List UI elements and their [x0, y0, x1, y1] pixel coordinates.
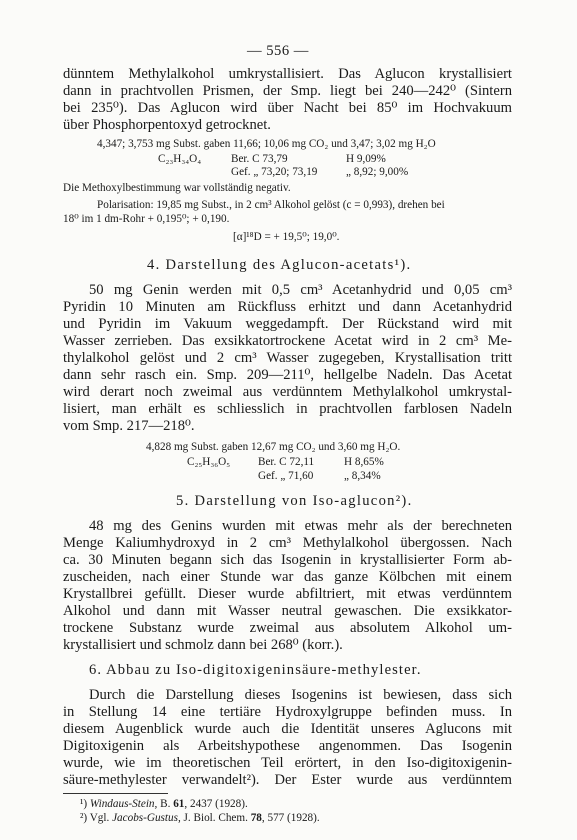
text-line: dann sehr rasch ein. Smp. 209—211⁰, hellgelbe Nadeln. Das Acetat: [63, 367, 512, 383]
text-line: diesem Augenblick wurde auch die Identität unseres Aglucons mit: [63, 721, 512, 737]
text-line: 48 mg des Genins wurden mit etwas mehr als der berechneten: [89, 518, 512, 534]
footnote-authors: Windaus-Stein,: [89, 798, 158, 810]
analysis-line: 4,347; 3,753 mg Subst. gaben 11,66; 10,06 mg CO₂ und 3,47; 3,02 mg H₂O: [97, 138, 436, 150]
calc-value-h: H 8,65%: [344, 456, 384, 468]
footnote-volume: 61: [173, 798, 185, 810]
molecular-formula: C₂₃H₃₄O₄: [158, 153, 202, 165]
text-line: Digitoxigenin als Arbeitshypothese angenommen. Das Isogenin: [63, 738, 512, 754]
text-line: zuscheiden, nach einer Stunde war das ganze Kölbchen mit einem: [63, 569, 512, 585]
text-line: und Pyridin im Vakuum weggedampft. Der Rückstand wird mit: [63, 316, 512, 332]
found-value-c: Gef. „ 71,60: [258, 470, 314, 482]
polarisation-line: 18⁰ im 1 dm-Rohr + 0,195⁰; + 0,190.: [63, 213, 230, 225]
text-line: über Phosphorpentoxyd getrocknet.: [63, 117, 271, 133]
text-line: Pyridin 10 Minuten am Rückfluss erhitzt und dann Acetanhydrid: [63, 299, 512, 315]
text-line: lisiert, man erhält es schliesslich in prachtvollen farblosen Nadeln: [63, 401, 512, 417]
text-line: dann in prachtvollen Prismen, der Smp. liegt bei 240—242⁰ (Sintern: [63, 83, 512, 99]
section-heading: 5. Darstellung von Iso-aglucon²).: [176, 493, 413, 509]
text-line: vom Smp. 217—218⁰.: [63, 418, 195, 434]
text-line: Krystallbrei gefüllt. Dieser wurde abfiltriert, mit etwas verdünntem: [63, 586, 512, 602]
calc-value-c: Ber. C 72,11: [258, 456, 315, 468]
footnote-mark: ²): [80, 812, 88, 824]
found-value-h: „ 8,34%: [344, 470, 381, 482]
text-line: 50 mg Genin werden mit 0,5 cm³ Acetanhydrid und 0,05 cm³: [89, 282, 512, 298]
footnote-divider: [63, 793, 168, 794]
footnote-pages: , 2437 (1928).: [184, 798, 248, 810]
text-line: in Stellung 14 eine tertiäre Hydroxylgruppe befinden muss. In: [63, 704, 512, 720]
text-line: wurde, wie im theoretischen Teil erörtert, in den Iso-digitoxigenin-: [63, 755, 512, 771]
footnote-journal: B.: [160, 798, 171, 810]
text-line: ca. 30 Minuten begann sich das Isogenin in krystallisierter Form ab-: [63, 552, 512, 568]
text-line: Alkohol und dann mit Wasser neutral gewaschen. Die exsikkator-: [63, 603, 512, 619]
text-line: Durch die Darstellung dieses Isogenins ist bewiesen, dass sich: [89, 687, 512, 703]
footnote: [80, 798, 248, 811]
footnote-prefix: Vgl.: [89, 812, 110, 824]
text-line: krystallisiert und schmolz dann bei 268⁰ (korr.).: [63, 637, 343, 653]
found-value-h: „ 8,92; 9,00%: [346, 166, 409, 178]
footnote-journal: J. Biol. Chem.: [183, 812, 248, 824]
specific-rotation: [α]¹⁸D = + 19,5⁰; 19,0⁰.: [233, 231, 340, 243]
polarisation-line: Polarisation: 19,85 mg Subst., in 2 cm³ Alkohol gelöst (c = 0,993), drehen bei: [97, 199, 445, 211]
footnote-pages: , 577 (1928).: [261, 812, 320, 824]
text-line: trockene Substanz wurde zweimal aus absolutem Alkohol um-: [63, 620, 512, 636]
molecular-formula: C₂₅H₃₆O₅: [187, 456, 231, 468]
analysis-note: Die Methoxylbestimmung war vollständig negativ.: [63, 182, 291, 194]
found-value-c: Gef. „ 73,20; 73,19: [231, 166, 318, 178]
footnote-volume: 78: [250, 812, 262, 824]
section-heading: 4. Darstellung des Aglucon-acetats¹).: [147, 257, 412, 273]
text-line: säure-methylester verwandelt²). Der Ester wurde aus verdünntem: [63, 772, 512, 788]
page-number: — 556 —: [247, 43, 309, 59]
text-line: dünntem Methylalkohol umkrystallisiert. Das Aglucon krystallisiert: [63, 66, 512, 82]
text-line: thylalkohol gelöst und 2 cm³ Wasser zugegeben, Krystallisation tritt: [63, 350, 512, 366]
footnote-mark: ¹): [80, 798, 88, 810]
text-line: Menge Kaliumhydroxyd in 2 cm³ Methylalkohol übergossen. Nach: [63, 535, 512, 551]
analysis-line: 4,828 mg Subst. gaben 12,67 mg CO₂ und 3,60 mg H₂O.: [146, 441, 401, 453]
text-line: wird derart noch zweimal aus verdünntem Methylalkohol umkrystal-: [63, 384, 512, 400]
text-line: Wasser zerrieben. Das exsikkatortrockene Acetat wird in 2 cm³ Me-: [63, 333, 512, 349]
calc-value-h: H 9,09%: [346, 153, 386, 165]
text-line: bei 235⁰). Das Aglucon wird über Nacht bei 85⁰ im Hochvakuum: [63, 100, 512, 116]
calc-value-c: Ber. C 73,79: [231, 153, 288, 165]
footnote: [80, 812, 320, 825]
footnote-authors: Jacobs-Gustus,: [112, 812, 181, 824]
section-heading: 6. Abbau zu Iso-digitoxigeninsäure-methylester.: [89, 662, 422, 678]
